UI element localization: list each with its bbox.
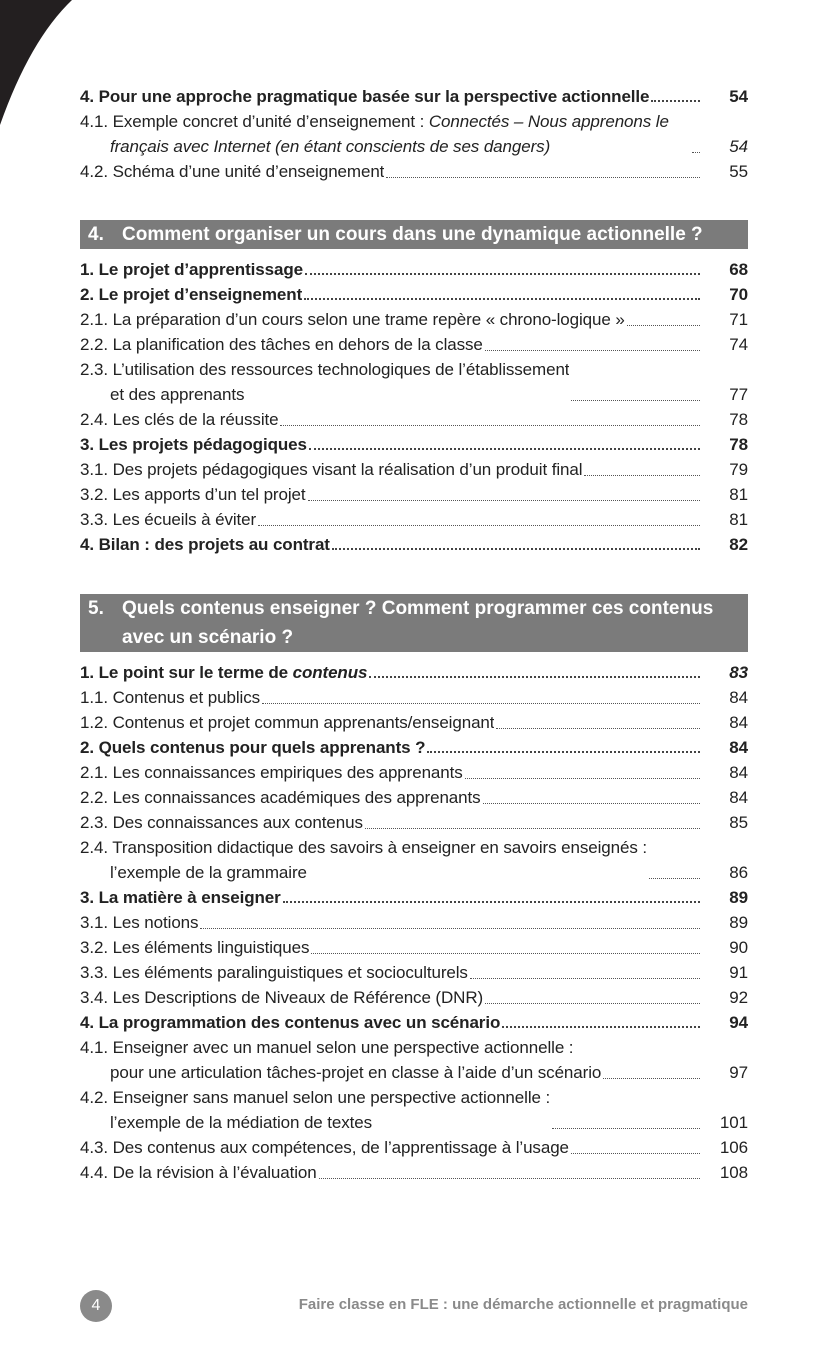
toc-entry-text: 2.3. L’utilisation des ressources technologiques de l’établissement — [80, 360, 570, 379]
toc-entry-text: 2. Le projet d’enseignement — [80, 285, 303, 304]
toc-page-number: 97 — [729, 1063, 748, 1082]
toc-entry-text: 3.4. Les Descriptions de Niveaux de Référence (DNR) — [80, 988, 484, 1007]
dot-leader — [651, 75, 700, 102]
dot-leader — [692, 127, 700, 153]
chapter-4 — [80, 220, 748, 557]
toc-page-number: 81 — [729, 485, 748, 504]
toc-page-number: 74 — [729, 335, 748, 354]
toc-entry-text: 4. La programmation des contenus avec un scénario — [80, 1013, 501, 1032]
toc-page-number: 78 — [729, 410, 748, 429]
toc-entry-title — [80, 1010, 500, 1035]
chapter-title: Quels contenus enseigner ? Comment programmer ces contenus avec un scénario ? — [122, 598, 714, 648]
toc-page-number: 54 — [729, 87, 748, 106]
toc-entry-text: 3.2. Les éléments linguistiques — [80, 938, 310, 957]
toc-page-number: 81 — [729, 510, 748, 529]
toc-entry-title — [80, 257, 303, 282]
toc-entry-title — [80, 1035, 601, 1085]
dot-leader — [603, 1053, 700, 1079]
dot-leader — [485, 325, 700, 351]
toc-entry-italic-text: Connectés – Nous apprenons le français avec Internet (en étant conscients de ses dangers) — [110, 112, 669, 156]
toc-entry-title — [80, 507, 256, 532]
dot-leader — [311, 928, 700, 954]
toc-entry-text: 3. Les projets pédagogiques — [80, 435, 307, 454]
toc-page-number: 86 — [729, 863, 748, 882]
toc-entry-text: 2.3. Des connaissances aux contenus — [80, 813, 363, 832]
toc-entry-text: 2.1. Les connaissances empiriques des apprenants — [80, 763, 463, 782]
toc-page-number: 84 — [729, 763, 748, 782]
toc-entry-text: 4.2. Enseigner sans manuel selon une perspective actionnelle : — [80, 1088, 551, 1107]
toc-entry-text: 4. Bilan : des projets au contrat — [80, 535, 330, 554]
dot-leader — [369, 651, 700, 678]
toc-entry-title — [80, 910, 198, 935]
toc-entry-title — [80, 84, 649, 109]
toc-list — [80, 660, 748, 1185]
toc-entry-title — [80, 760, 463, 785]
toc-entry-title — [80, 735, 425, 760]
toc-page-number: 106 — [719, 1138, 748, 1157]
toc-entry-continuation: l’exemple de la médiation de textes — [110, 1113, 373, 1132]
dot-leader — [584, 450, 700, 476]
toc-entry-title — [80, 685, 260, 710]
toc-page-number: 68 — [729, 260, 748, 279]
toc-entry-text: 3. La matière à enseigner — [80, 888, 281, 907]
toc-page-number: 83 — [729, 663, 748, 682]
toc-entry-title — [80, 532, 330, 557]
dot-leader — [283, 876, 700, 903]
dot-leader — [427, 726, 700, 753]
toc-entry-text: 4. Pour une approche pragmatique basée sur la perspective actionnelle — [80, 87, 650, 106]
toc-entry-title — [80, 810, 363, 835]
toc-entry-text: 4.2. Schéma d’une unité d’enseignement — [80, 162, 385, 181]
toc-page-number: 71 — [729, 310, 748, 329]
dot-leader — [502, 1001, 700, 1028]
chapter-5 — [80, 594, 748, 1185]
dot-leader — [386, 152, 700, 178]
toc-page-number: 84 — [729, 713, 748, 732]
toc-page-number: 85 — [729, 813, 748, 832]
page-number-badge: 4 — [80, 1290, 112, 1322]
toc-entry-title — [80, 432, 307, 457]
dot-leader — [483, 778, 700, 804]
chapter-number: 5. — [88, 598, 104, 619]
toc-entry-text: 3.1. Les notions — [80, 913, 199, 932]
toc-section-entry[interactable] — [80, 1010, 748, 1035]
toc-entry-text: 3.1. Des projets pédagogiques visant la réalisation d’un produit final — [80, 460, 583, 479]
toc-entry-text: 3.2. Les apports d’un tel projet — [80, 485, 306, 504]
toc-entry-text: 1. Le point sur le terme de — [80, 663, 293, 682]
dot-leader — [304, 273, 700, 300]
dot-leader — [552, 1103, 700, 1129]
toc-entry-continuation: et des apprenants — [110, 385, 245, 404]
toc-entry-title — [80, 407, 278, 432]
toc-entry-text: 4.4. De la révision à l’évaluation — [80, 1163, 317, 1182]
chapter-heading — [80, 220, 748, 249]
dot-leader — [309, 423, 700, 450]
dot-leader — [571, 375, 700, 401]
toc-entry-text: 1. Le projet d’apprentissage — [80, 260, 303, 279]
toc-entry-title — [80, 935, 309, 960]
toc-entry-text: 1.2. Contenus et projet commun apprenants/enseignant — [80, 713, 495, 732]
toc-page-number: 79 — [729, 460, 748, 479]
toc-entry-title — [80, 159, 384, 184]
toc-entry-text: 2.2. La planification des tâches en dehors de la classe — [80, 335, 483, 354]
chapter-heading — [80, 594, 748, 652]
toc-entry-text: 2.4. Les clés de la réussite — [80, 410, 279, 429]
toc-entry-continuation: l’exemple de la grammaire — [110, 863, 307, 882]
toc-page-number: 94 — [729, 1013, 748, 1032]
toc-page-number: 54 — [729, 137, 748, 156]
toc-entry-text: 4.1. Exemple concret d’unité d’enseignement : — [80, 112, 429, 131]
toc-section-entry[interactable] — [80, 532, 748, 557]
dot-leader — [305, 248, 700, 275]
page-footer — [80, 1290, 748, 1322]
toc-page-number: 77 — [729, 385, 748, 404]
dot-leader — [200, 903, 700, 929]
toc-entry-text: 2.1. La préparation d’un cours selon une trame repère « chrono-logique » — [80, 310, 625, 329]
toc-entry-text: 3.3. Les éléments paralinguistiques et socioculturels — [80, 963, 468, 982]
toc-page-number: 70 — [729, 285, 748, 304]
dot-leader — [365, 803, 700, 829]
dot-leader — [319, 1153, 700, 1179]
toc-entry-title — [80, 1160, 317, 1185]
toc-entry-text: 2. Quels contenus pour quels apprenants ? — [80, 738, 426, 757]
toc-entry-title — [80, 332, 483, 357]
toc-subsection-entry[interactable] — [80, 1160, 748, 1185]
toc-page-number: 89 — [729, 913, 748, 932]
toc-entry-text: 2.4. Transposition didactique des savoirs à enseigner en savoirs enseignés : — [80, 838, 647, 857]
toc-entry-text: 4.3. Des contenus aux compétences, de l’apprentissage à l’usage — [80, 1138, 569, 1157]
toc-entry-italic-text: contenus — [292, 663, 368, 682]
chapter-title: Comment organiser un cours dans une dynamique actionnelle ? — [122, 224, 703, 245]
dot-leader — [262, 678, 700, 704]
toc-page-number: 84 — [729, 738, 748, 757]
toc-entry-continuation: pour une articulation tâches-projet en classe à l’aide d’un scénario — [110, 1063, 602, 1082]
toc-page-number: 84 — [729, 688, 748, 707]
toc-entry-text: 3.3. Les écueils à éviter — [80, 510, 257, 529]
dot-leader — [465, 753, 700, 779]
toc-page-number: 89 — [729, 888, 748, 907]
toc-page-number: 90 — [729, 938, 748, 957]
toc-section-chapter3-end — [80, 84, 748, 184]
toc-list — [80, 257, 748, 557]
toc-page-number: 101 — [719, 1113, 748, 1132]
dot-leader — [470, 953, 700, 979]
toc-subsection-entry[interactable] — [80, 159, 748, 184]
toc-entry-text: 1.1. Contenus et publics — [80, 688, 260, 707]
corner-decoration — [0, 0, 80, 130]
toc-page-number: 84 — [729, 788, 748, 807]
toc-page-number: 82 — [729, 535, 748, 554]
dot-leader — [571, 1128, 700, 1154]
toc-entry-title — [80, 985, 483, 1010]
toc-subsection-entry[interactable] — [80, 332, 748, 357]
toc-entry-title — [80, 960, 468, 985]
toc-entry-text: 2.2. Les connaissances académiques des apprenants — [80, 788, 481, 807]
toc-page-number: 108 — [719, 1163, 748, 1182]
dot-leader — [308, 475, 700, 501]
toc-entry-title — [80, 1085, 550, 1135]
toc-entry-title — [80, 282, 302, 307]
toc-page-number: 78 — [729, 435, 748, 454]
toc-section-entry[interactable] — [80, 84, 748, 109]
dot-leader — [627, 300, 700, 326]
toc-entry-text: 4.1. Enseigner avec un manuel selon une perspective actionnelle : — [80, 1038, 574, 1057]
toc-subsection-entry[interactable] — [80, 810, 748, 835]
toc-page-number: 91 — [729, 963, 748, 982]
toc-page-number: 55 — [729, 162, 748, 181]
toc-subsection-entry[interactable] — [80, 1035, 748, 1085]
running-head: Faire classe en FLE : une démarche actionnelle et pragmatique — [298, 1296, 748, 1313]
chapter-number: 4. — [88, 224, 104, 245]
toc-page-number: 92 — [729, 988, 748, 1007]
dot-leader — [332, 523, 700, 550]
